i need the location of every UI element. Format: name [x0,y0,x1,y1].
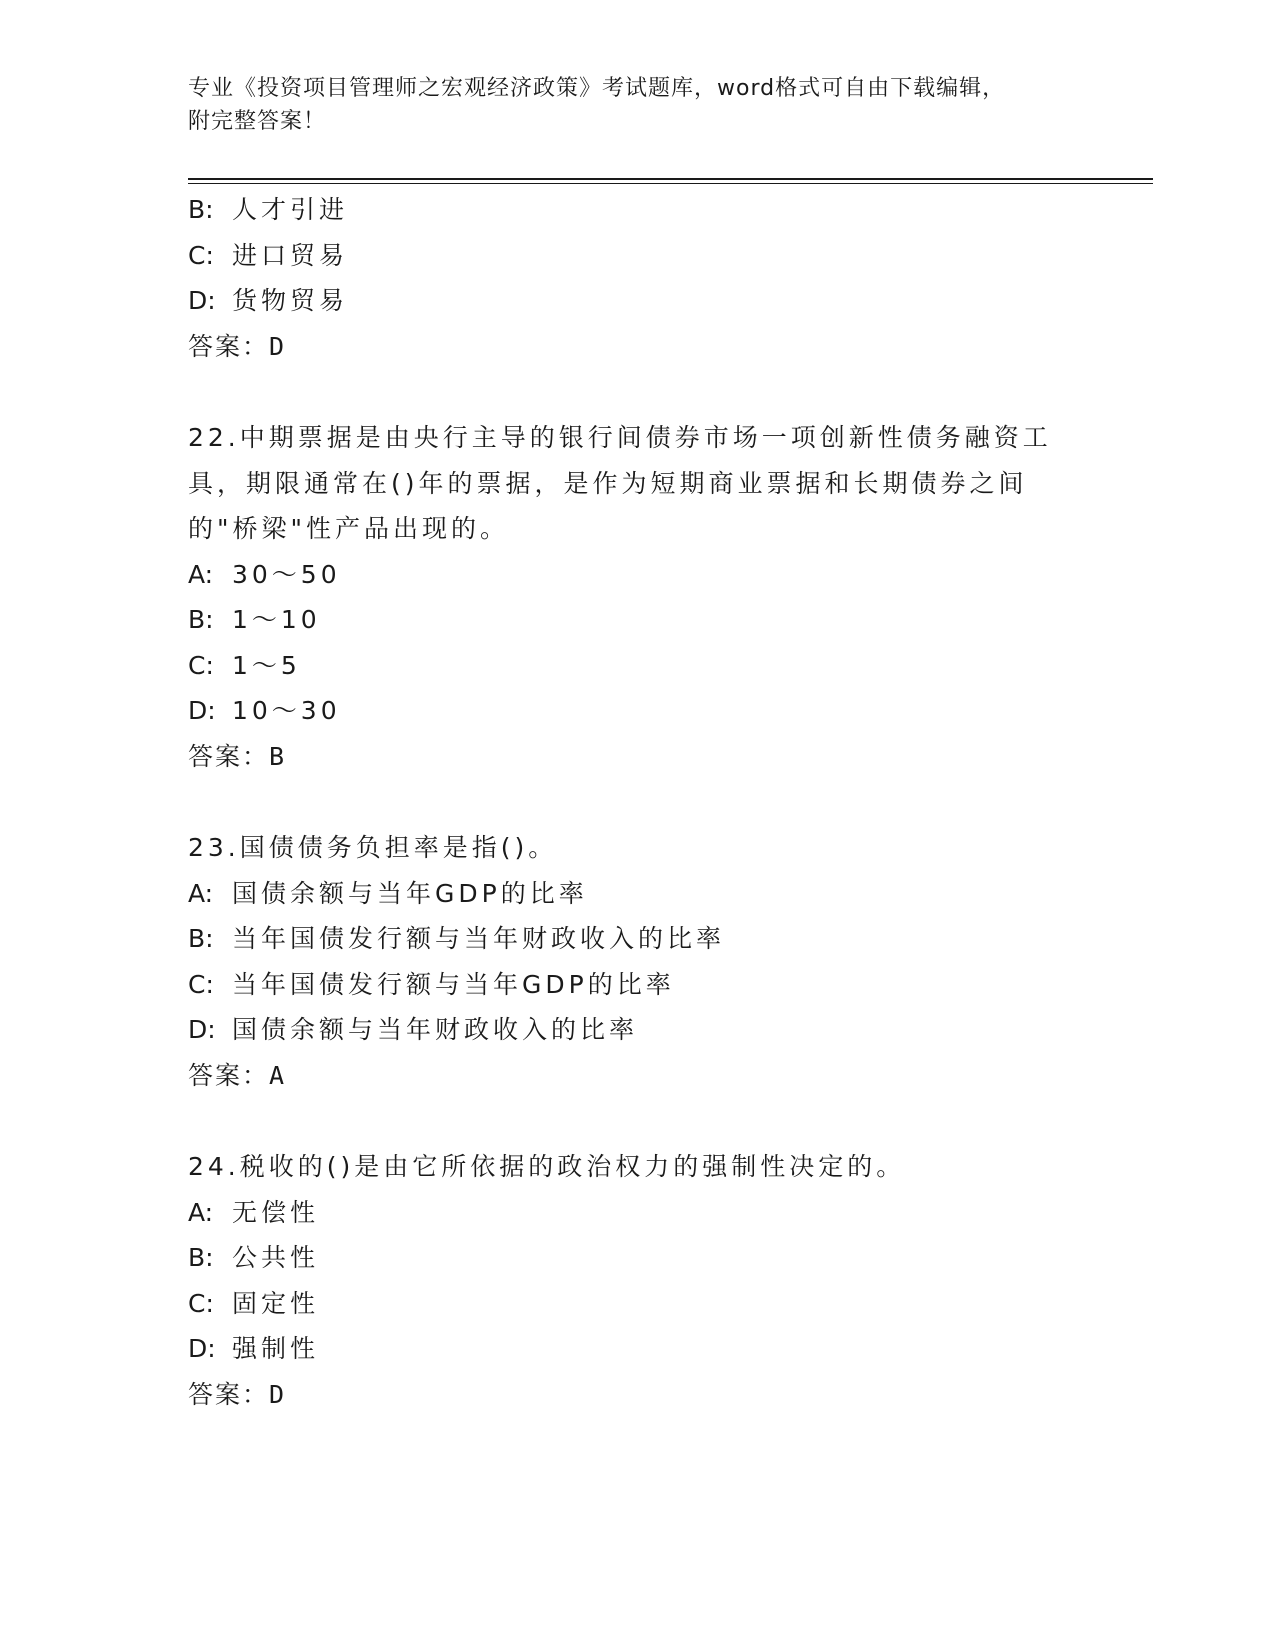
option-key: C: [188,240,214,270]
option-key: C: [188,650,214,680]
option-text: 当年国债发行额与当年GDP的比率 [232,969,675,999]
option-key: C: [188,969,214,999]
answer-value: A [269,1060,287,1090]
question-spacer [188,779,1088,825]
option-text: 1～10 [232,605,321,634]
question-22 [188,415,1088,779]
option-key: C: [188,1288,214,1318]
question-text: 24.税收的()是由它所依据的政治权力的强制性决定的。 [188,1152,906,1181]
option-a [188,871,1088,917]
option-text: 10～30 [232,696,341,725]
document-header [188,72,1068,138]
answer-label: 答案： [188,741,270,771]
option-key: A: [188,559,214,589]
option-text: 1～5 [232,650,301,680]
option-key: D: [188,286,216,315]
question-24 [188,1144,1088,1417]
question-21-continued [188,187,1088,369]
answer-label: 答案： [188,1060,270,1090]
option-text: 国债余额与当年财政收入的比率 [232,1015,639,1044]
option-b [188,187,1088,233]
answer-line [188,1053,1088,1099]
option-b [188,1235,1088,1281]
option-key: D: [188,696,216,725]
question-spacer [188,1098,1088,1144]
option-key: D: [188,1015,216,1044]
option-text: 货物贸易 [232,286,349,315]
header-divider [188,178,1153,184]
answer-label: 答案： [188,331,270,361]
option-text: 国债余额与当年GDP的比率 [232,878,588,908]
answer-value: D [269,1379,287,1409]
option-text: 固定性 [232,1288,320,1318]
option-text: 30～50 [232,559,341,589]
option-text: 当年国债发行额与当年财政收入的比率 [232,924,726,953]
answer-label: 答案： [188,1379,270,1409]
answer-value: B [269,741,287,771]
option-b [188,916,1088,962]
option-c [188,962,1088,1008]
option-key: A: [188,878,214,908]
option-a [188,1190,1088,1236]
option-d [188,688,1088,734]
question-list [188,187,1088,1417]
option-c [188,1281,1088,1327]
option-c [188,233,1088,279]
option-key: B: [188,195,214,224]
option-b [188,597,1088,643]
option-key: B: [188,924,214,953]
option-d [188,1007,1088,1053]
question-spacer [188,369,1088,415]
answer-value: D [269,331,287,361]
option-key: D: [188,1334,216,1363]
answer-line [188,734,1088,780]
option-key: B: [188,605,214,634]
option-text: 进口贸易 [232,240,349,270]
option-text: 公共性 [232,1243,320,1272]
option-text: 强制性 [232,1334,320,1363]
option-d [188,278,1088,324]
header-line-1: 专业《投资项目管理师之宏观经济政策》考试题库，word格式可自由下载编辑， [188,76,1006,101]
question-23 [188,825,1088,1098]
answer-line [188,324,1088,370]
option-a [188,552,1088,598]
option-d [188,1326,1088,1372]
option-key: A: [188,1197,214,1227]
header-line-2: 附完整答案！ [188,109,327,134]
answer-line [188,1372,1088,1418]
option-key: B: [188,1243,214,1272]
option-text: 无偿性 [232,1197,320,1227]
question-text: 22.中期票据是由央行主导的银行间债券市场一项创新性债务融资工具，期限通常在()年的票据，是作为短期商业票据和长期债券之间的"桥梁"性产品出现的。 [188,423,1052,543]
question-text: 23.国债债务负担率是指()。 [188,833,558,862]
option-c [188,643,1088,689]
option-text: 人才引进 [232,195,349,224]
